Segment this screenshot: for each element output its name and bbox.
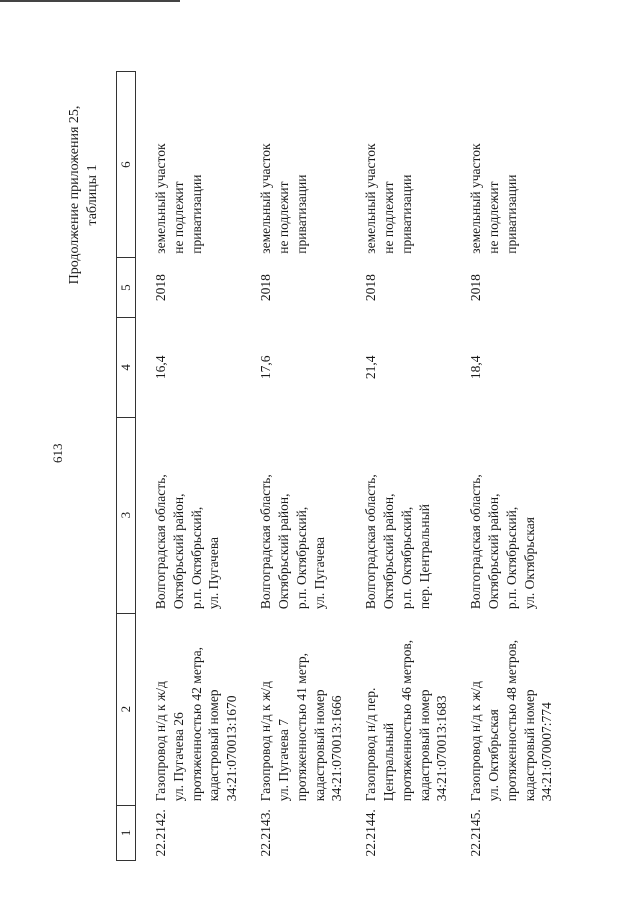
object-address: Волгоградская область, Октябрьский район, р.п. Октябрьский, ул. Пугачева [153, 474, 222, 610]
column-header-2: 2 [117, 613, 136, 805]
object-address: Волгоградская область, Октябрьский район, р.п. Октябрьский, ул. Пугачева [258, 474, 327, 610]
object-area: 17,6 [258, 355, 274, 380]
row-number: 22.2143. [258, 809, 274, 857]
object-area: 21,4 [363, 355, 379, 380]
column-header-3: 3 [117, 417, 136, 613]
object-area: 16,4 [153, 355, 168, 380]
object-name: Газопровод н/д к ж/д ул. Пугачева 7 протяженностью 41 метр, кадастровый номер 34:21:070013:1666 [258, 652, 345, 802]
property-table [116, 71, 572, 861]
privatization-status: земельный участок не подлежит приватизации [363, 143, 414, 254]
privatization-status: земельный участок не подлежит приватизации [153, 143, 204, 254]
table-row [467, 72, 572, 861]
row-number: 22.2142. [153, 809, 168, 857]
column-number-row [117, 72, 136, 861]
continuation-heading: Продолжение приложения 25, таблицы 1 [67, 105, 100, 285]
table-row [136, 72, 258, 861]
column-header-5: 5 [117, 258, 136, 318]
privatization-status: земельный участок не подлежит приватизации [468, 143, 519, 254]
column-header-1: 1 [117, 805, 136, 860]
object-area: 18,4 [468, 355, 484, 380]
privatization-status: земельный участок не подлежит приватизации [258, 143, 309, 254]
object-address: Волгоградская область, Октябрьский район, р.п. Октябрьский, пер. Центральный [363, 474, 432, 610]
page-number: 613 [50, 443, 65, 463]
row-number: 22.2144. [363, 809, 379, 857]
table-row [257, 72, 362, 861]
table-row [362, 72, 467, 861]
object-address: Волгоградская область, Октябрьский район, р.п. Октябрьский, ул. Октябрьская [468, 474, 537, 610]
column-header-6: 6 [117, 72, 136, 258]
object-name: Газопровод н/д пер. Центральный протяженностью 46 метров, кадастровый номер 34:21:070013:1683 [363, 639, 450, 802]
object-year: 2018 [258, 274, 274, 302]
object-year: 2018 [363, 274, 379, 302]
object-year: 2018 [468, 274, 484, 302]
object-year: 2018 [153, 274, 168, 302]
row-number: 22.2145. [468, 809, 484, 857]
column-header-4: 4 [117, 317, 136, 417]
object-name: Газопровод н/д к ж/д ул. Октябрьская протяженностью 48 метров, кадастровый номер 34:21:070007:774 [468, 639, 555, 802]
object-name: Газопровод н/д к ж/д ул. Пугачева 26 протяженностью 42 метра, кадастровый номер 34:21:070013:1670 [153, 646, 240, 802]
